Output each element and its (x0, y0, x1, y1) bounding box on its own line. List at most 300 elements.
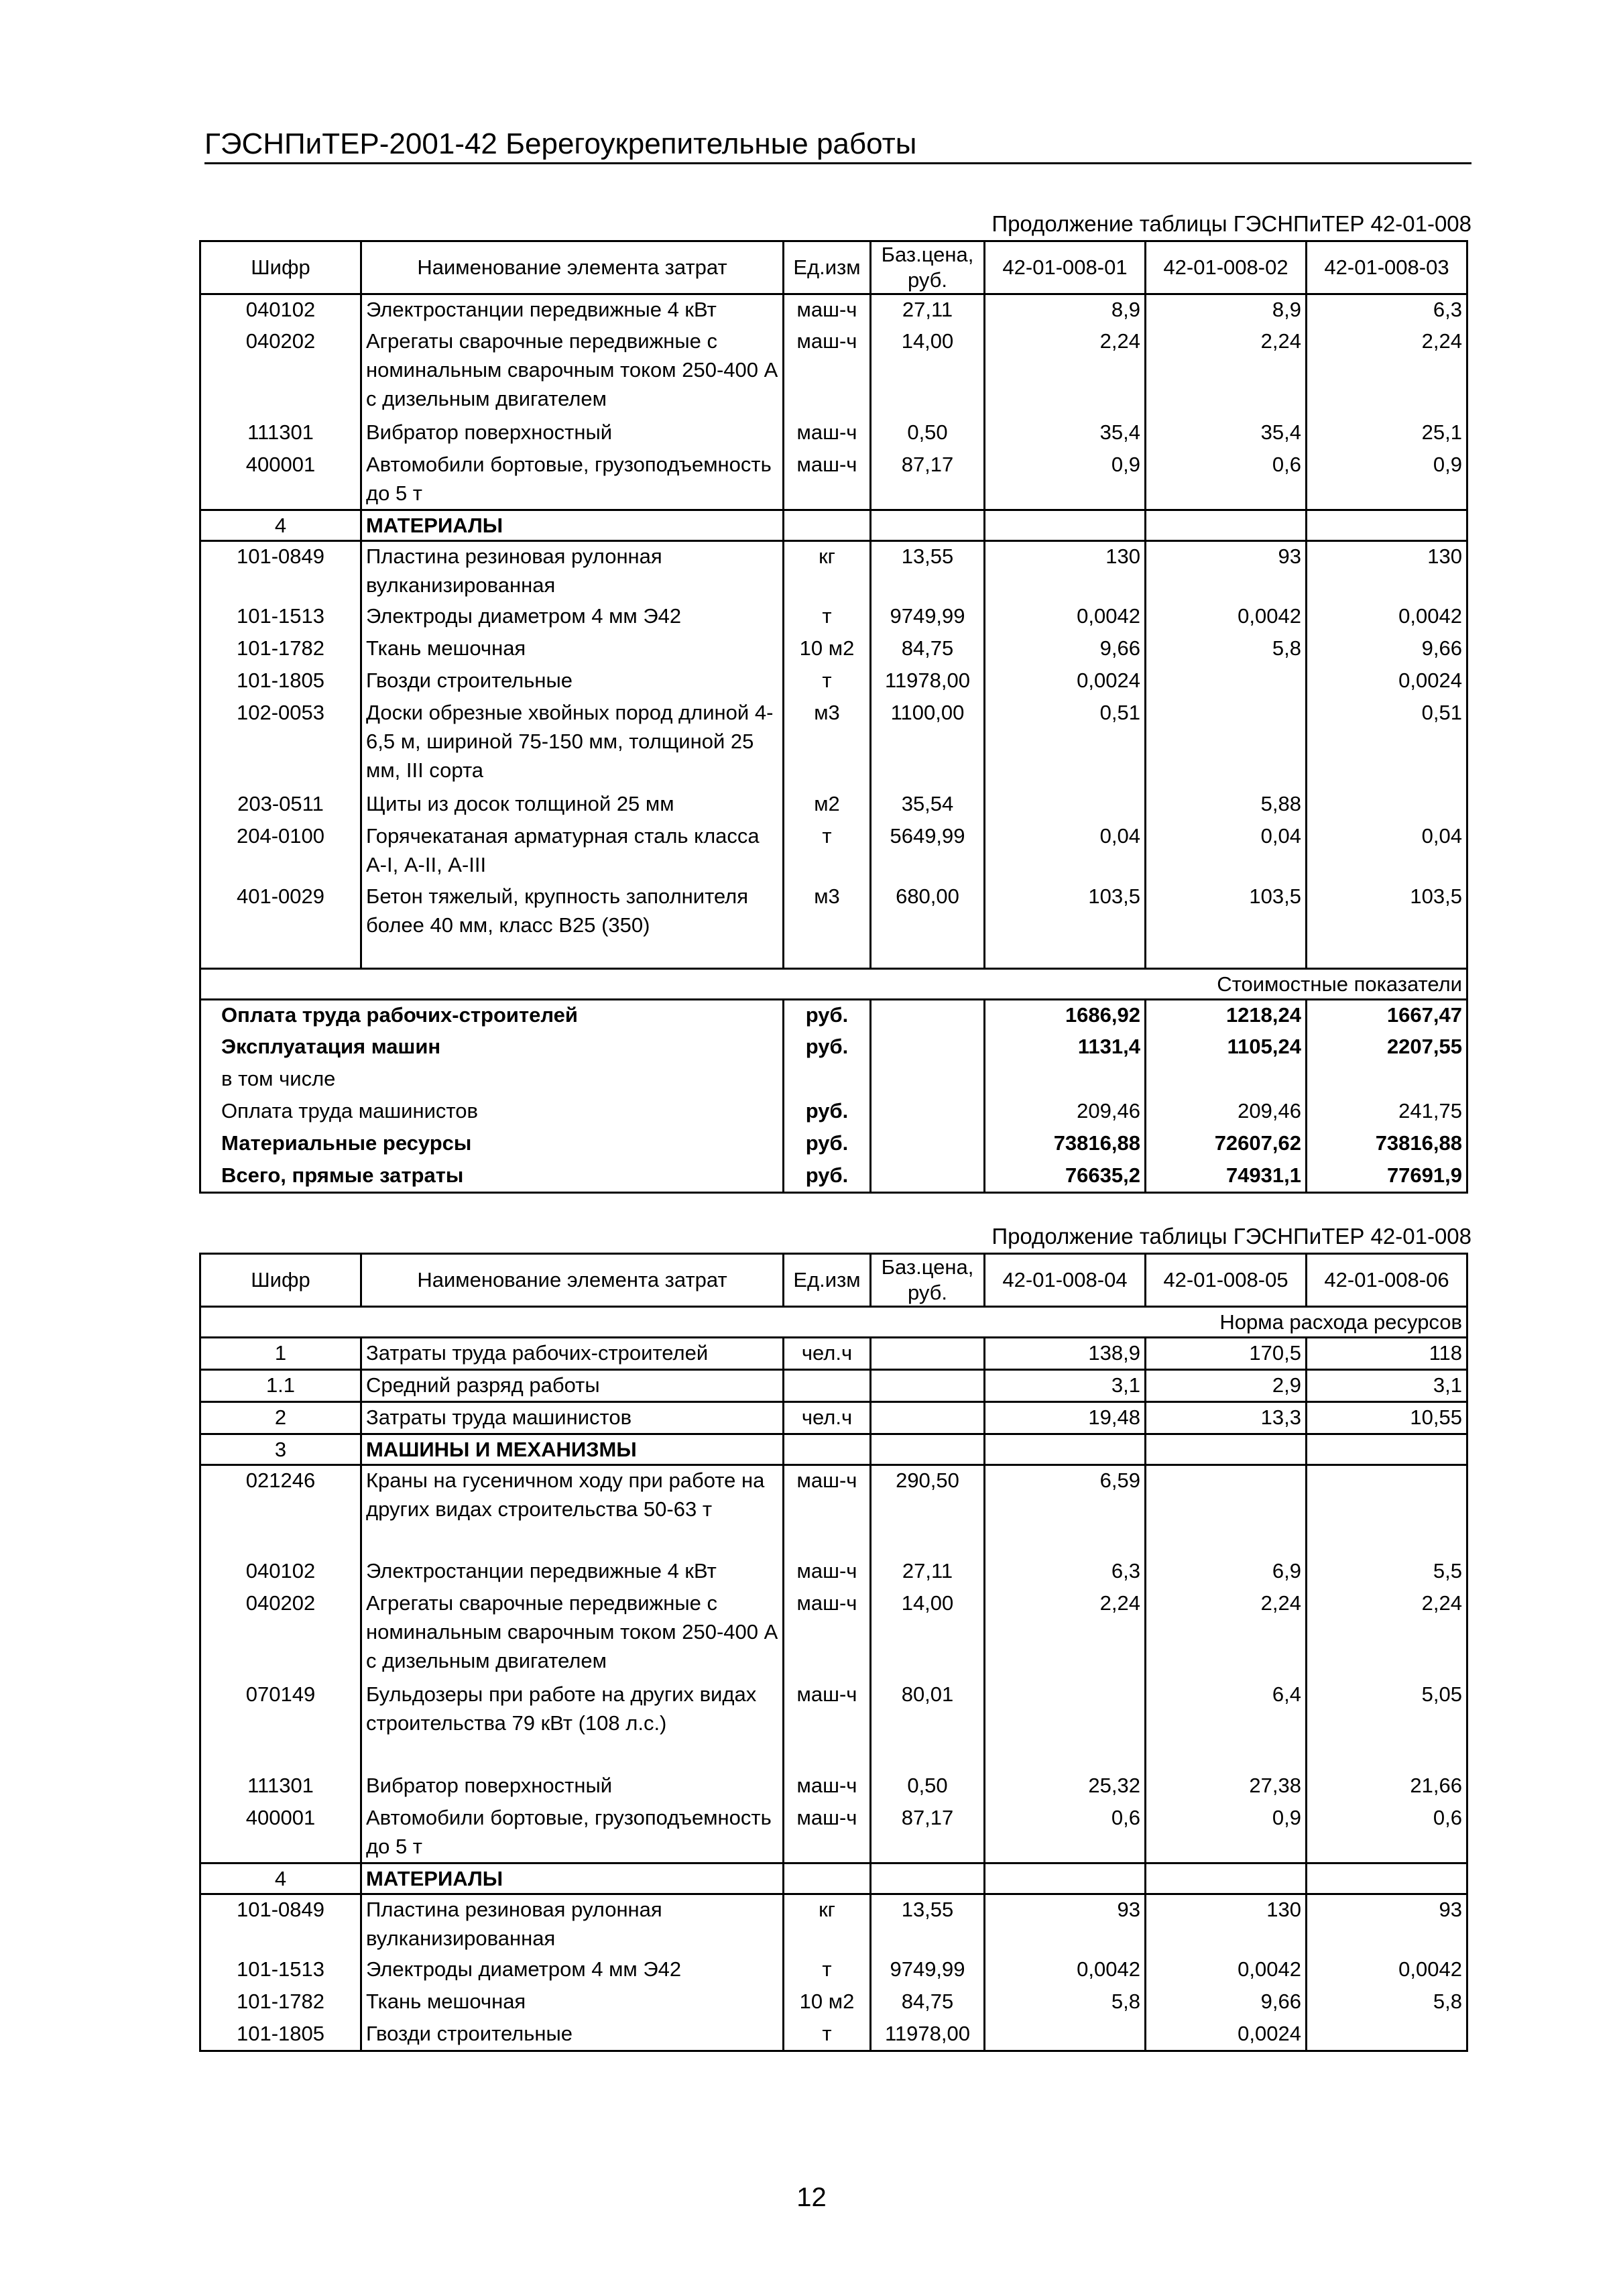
table-row (200, 634, 1467, 666)
row-value-1: 25,32 (985, 1771, 1146, 1803)
row-name: МАТЕРИАЛЫ (361, 1863, 784, 1894)
cost-value-2 (1146, 1064, 1307, 1096)
table-row (200, 666, 1467, 698)
row-code: 101-1513 (200, 601, 361, 634)
row-unit: м3 (784, 882, 871, 942)
row-value-2: 0,6 (1146, 450, 1307, 510)
cost-price-empty (871, 1000, 985, 1032)
cost-value-3: 2207,55 (1307, 1032, 1467, 1064)
cost-value-1: 76635,2 (985, 1161, 1146, 1193)
row-code: 101-1805 (200, 2019, 361, 2051)
table-row (200, 1434, 1467, 1465)
row-price: 1100,00 (871, 698, 985, 789)
row-value-1: 138,9 (985, 1338, 1146, 1370)
row-value-2 (1146, 666, 1307, 698)
row-value-2: 2,24 (1146, 1589, 1307, 1680)
row-code: 400001 (200, 1803, 361, 1863)
row-value-2: 2,9 (1146, 1370, 1307, 1402)
row-unit (784, 510, 871, 541)
row-code: 3 (200, 1434, 361, 1465)
row-name: Доски обрезные хвойных пород длиной 4-6,5 м, шириной 75-150 мм, толщиной 25 мм, III сорта (361, 698, 784, 789)
row-unit: маш-ч (784, 1465, 871, 1556)
row-name: МАТЕРИАЛЫ (361, 510, 784, 541)
cost-unit: руб. (784, 1096, 871, 1129)
row-name: Затраты труда машинистов (361, 1402, 784, 1434)
page-number: 12 (796, 2183, 827, 2212)
table2-caption: Продолжение таблицы ГЭСНПиТЕР 42-01-008 (991, 1224, 1471, 1249)
table-row (200, 1465, 1467, 1556)
row-code: 101-1782 (200, 1987, 361, 2019)
row-unit: т (784, 666, 871, 698)
row-unit: маш-ч (784, 1556, 871, 1589)
cost-unit: руб. (784, 1032, 871, 1064)
spacer-cell (1146, 942, 1307, 969)
row-value-2: 9,66 (1146, 1987, 1307, 2019)
cost-label: Оплата труда рабочих-строителей (200, 1000, 784, 1032)
row-price (871, 1434, 985, 1465)
row-unit: чел.ч (784, 1402, 871, 1434)
row-price: 14,00 (871, 327, 985, 418)
col-v1-header: 42-01-008-01 (985, 241, 1146, 294)
row-unit: кг (784, 1894, 871, 1955)
row-code: 040202 (200, 1589, 361, 1680)
row-code: 4 (200, 1863, 361, 1894)
row-price: 14,00 (871, 1589, 985, 1680)
row-unit (784, 1434, 871, 1465)
row-name: Бульдозеры при работе на других видах строительства 79 кВт (108 л.с.) (361, 1680, 784, 1771)
col-v3-header: 42-01-008-06 (1307, 1254, 1467, 1307)
row-name: Щиты из досок толщиной 25 мм (361, 789, 784, 821)
row-value-1: 0,0024 (985, 666, 1146, 698)
row-code: 111301 (200, 418, 361, 450)
row-code: 204-0100 (200, 821, 361, 882)
row-code: 101-1782 (200, 634, 361, 666)
row-code: 4 (200, 510, 361, 541)
cost-value-2: 74931,1 (1146, 1161, 1307, 1193)
row-name: Затраты труда рабочих-строителей (361, 1338, 784, 1370)
cost-row (200, 1000, 1467, 1032)
col-unit-header: Ед.изм (784, 241, 871, 294)
row-value-2: 130 (1146, 1894, 1307, 1955)
row-value-2: 93 (1146, 541, 1307, 601)
row-code: 040102 (200, 1556, 361, 1589)
row-price: 9749,99 (871, 601, 985, 634)
row-price (871, 1402, 985, 1434)
row-value-2: 6,9 (1146, 1556, 1307, 1589)
table-row (200, 601, 1467, 634)
cost-value-3: 73816,88 (1307, 1129, 1467, 1161)
table-row (200, 1402, 1467, 1434)
table-row (200, 541, 1467, 601)
row-name: Бетон тяжелый, крупность заполнителя более 40 мм, класс В25 (350) (361, 882, 784, 942)
spacer-row (200, 942, 1467, 969)
row-unit: т (784, 2019, 871, 2051)
row-code: 203-0511 (200, 789, 361, 821)
row-unit: маш-ч (784, 1803, 871, 1863)
table-row (200, 327, 1467, 418)
row-price: 84,75 (871, 634, 985, 666)
row-name: Электроды диаметром 4 мм Э42 (361, 601, 784, 634)
cost-label: Всего, прямые затраты (200, 1161, 784, 1193)
row-value-3: 0,6 (1307, 1803, 1467, 1863)
row-value-3: 21,66 (1307, 1771, 1467, 1803)
row-code: 101-0849 (200, 1894, 361, 1955)
row-value-1 (985, 789, 1146, 821)
row-price: 11978,00 (871, 666, 985, 698)
row-value-3: 0,0042 (1307, 601, 1467, 634)
row-value-3 (1307, 510, 1467, 541)
cost-value-3: 77691,9 (1307, 1161, 1467, 1193)
table-row (200, 2019, 1467, 2051)
row-name: Автомобили бортовые, грузоподъемность до 5 т (361, 1803, 784, 1863)
row-price: 680,00 (871, 882, 985, 942)
row-value-2 (1146, 1863, 1307, 1894)
row-value-2 (1146, 1465, 1307, 1556)
row-value-3: 5,8 (1307, 1987, 1467, 2019)
table-row (200, 1955, 1467, 1987)
spacer-cell (871, 942, 985, 969)
row-unit (784, 1370, 871, 1402)
cost-value-3: 1667,47 (1307, 1000, 1467, 1032)
row-name: Электростанции передвижные 4 кВт (361, 294, 784, 327)
row-value-3: 0,0024 (1307, 666, 1467, 698)
cost-price-empty (871, 1096, 985, 1129)
row-name: Автомобили бортовые, грузоподъемность до 5 т (361, 450, 784, 510)
row-value-1 (985, 510, 1146, 541)
table-header-row (200, 1254, 1467, 1307)
cost-value-3 (1307, 1064, 1467, 1096)
table1-caption: Продолжение таблицы ГЭСНПиТЕР 42-01-008 (991, 211, 1471, 236)
row-name: Электростанции передвижные 4 кВт (361, 1556, 784, 1589)
row-code: 1 (200, 1338, 361, 1370)
row-value-2: 103,5 (1146, 882, 1307, 942)
table-row (200, 1803, 1467, 1863)
row-code: 070149 (200, 1680, 361, 1771)
table-row (200, 789, 1467, 821)
row-value-2: 0,0042 (1146, 1955, 1307, 1987)
row-value-1: 0,9 (985, 450, 1146, 510)
cost-price-empty (871, 1032, 985, 1064)
row-value-3 (1307, 1863, 1467, 1894)
col-v1-header: 42-01-008-04 (985, 1254, 1146, 1307)
cost-unit (784, 1064, 871, 1096)
row-value-3: 5,05 (1307, 1680, 1467, 1771)
row-unit: маш-ч (784, 1680, 871, 1771)
row-value-1: 5,8 (985, 1987, 1146, 2019)
row-value-1: 2,24 (985, 1589, 1146, 1680)
row-value-3 (1307, 789, 1467, 821)
row-value-1: 19,48 (985, 1402, 1146, 1434)
table-row (200, 1771, 1467, 1803)
row-name: Гвозди строительные (361, 2019, 784, 2051)
row-code: 401-0029 (200, 882, 361, 942)
row-value-3: 2,24 (1307, 1589, 1467, 1680)
row-name: Агрегаты сварочные передвижные с номинальным сварочным током 250-400 А с дизельным двигателем (361, 327, 784, 418)
table-row (200, 1680, 1467, 1771)
table-row (200, 1589, 1467, 1680)
row-value-3: 93 (1307, 1894, 1467, 1955)
row-value-3 (1307, 1465, 1467, 1556)
row-value-2: 0,0042 (1146, 601, 1307, 634)
row-value-1: 130 (985, 541, 1146, 601)
table-row (200, 1863, 1467, 1894)
row-code: 021246 (200, 1465, 361, 1556)
row-code: 101-1805 (200, 666, 361, 698)
row-value-2: 13,3 (1146, 1402, 1307, 1434)
table-header-row (200, 241, 1467, 294)
row-value-2: 35,4 (1146, 418, 1307, 450)
row-value-3 (1307, 1434, 1467, 1465)
row-name: Средний разряд работы (361, 1370, 784, 1402)
row-price: 84,75 (871, 1987, 985, 2019)
row-value-3: 0,51 (1307, 698, 1467, 789)
cost-row (200, 1096, 1467, 1129)
cost-value-1 (985, 1064, 1146, 1096)
cost-value-1: 1686,92 (985, 1000, 1146, 1032)
row-value-2: 0,0024 (1146, 2019, 1307, 2051)
row-price: 9749,99 (871, 1955, 985, 1987)
row-value-3: 118 (1307, 1338, 1467, 1370)
row-price: 13,55 (871, 541, 985, 601)
row-name: Ткань мешочная (361, 634, 784, 666)
row-value-1 (985, 1863, 1146, 1894)
row-value-1: 0,0042 (985, 601, 1146, 634)
row-name: Электроды диаметром 4 мм Э42 (361, 1955, 784, 1987)
cost-value-1: 1131,4 (985, 1032, 1146, 1064)
row-price: 87,17 (871, 450, 985, 510)
col-name-header: Наименование элемента затрат (361, 1254, 784, 1307)
col-v2-header: 42-01-008-05 (1146, 1254, 1307, 1307)
row-value-3: 2,24 (1307, 327, 1467, 418)
row-name: МАШИНЫ И МЕХАНИЗМЫ (361, 1434, 784, 1465)
cost-label: Материальные ресурсы (200, 1129, 784, 1161)
row-value-3: 130 (1307, 541, 1467, 601)
col-unit-header: Ед.изм (784, 1254, 871, 1307)
table-row (200, 1338, 1467, 1370)
table-row (200, 698, 1467, 789)
row-name: Горячекатаная арматурная сталь класса А-I, А-II, А-III (361, 821, 784, 882)
cost-value-3: 241,75 (1307, 1096, 1467, 1129)
row-value-2: 5,8 (1146, 634, 1307, 666)
row-price (871, 1338, 985, 1370)
cost-label: Оплата труда машинистов (200, 1096, 784, 1129)
cost-row (200, 1064, 1467, 1096)
row-value-3 (1307, 2019, 1467, 2051)
row-price: 5649,99 (871, 821, 985, 882)
table-row (200, 821, 1467, 882)
row-unit: т (784, 821, 871, 882)
table-row (200, 1987, 1467, 2019)
row-unit: 10 м2 (784, 634, 871, 666)
row-value-1: 6,59 (985, 1465, 1146, 1556)
col-name-header: Наименование элемента затрат (361, 241, 784, 294)
cost-row (200, 1032, 1467, 1064)
col-v3-header: 42-01-008-03 (1307, 241, 1467, 294)
row-unit: 10 м2 (784, 1987, 871, 2019)
row-price: 0,50 (871, 418, 985, 450)
row-value-1: 35,4 (985, 418, 1146, 450)
row-value-3: 25,1 (1307, 418, 1467, 450)
row-value-2: 0,9 (1146, 1803, 1307, 1863)
row-unit: т (784, 601, 871, 634)
row-value-1: 103,5 (985, 882, 1146, 942)
row-price: 0,50 (871, 1771, 985, 1803)
row-value-1: 6,3 (985, 1556, 1146, 1589)
cost-price-empty (871, 1161, 985, 1193)
cost-value-2: 209,46 (1146, 1096, 1307, 1129)
row-code: 101-0849 (200, 541, 361, 601)
row-value-1 (985, 1434, 1146, 1465)
table-row (200, 1894, 1467, 1955)
row-value-3: 0,9 (1307, 450, 1467, 510)
norm-spacer (200, 1307, 361, 1338)
col-price-header: Баз.цена, руб. (871, 1254, 985, 1307)
row-value-1: 0,51 (985, 698, 1146, 789)
col-price-header: Баз.цена, руб. (871, 241, 985, 294)
cost-value-2: 1218,24 (1146, 1000, 1307, 1032)
row-value-1: 8,9 (985, 294, 1146, 327)
row-value-1: 3,1 (985, 1370, 1146, 1402)
row-price: 27,11 (871, 1556, 985, 1589)
row-unit: чел.ч (784, 1338, 871, 1370)
table-row (200, 510, 1467, 541)
row-price: 13,55 (871, 1894, 985, 1955)
spacer-cell (1307, 942, 1467, 969)
row-code: 040202 (200, 327, 361, 418)
row-unit: маш-ч (784, 294, 871, 327)
row-unit: маш-ч (784, 1771, 871, 1803)
row-name: Гвозди строительные (361, 666, 784, 698)
cost-price-empty (871, 1129, 985, 1161)
row-price: 11978,00 (871, 2019, 985, 2051)
row-name: Вибратор поверхностный (361, 418, 784, 450)
row-value-3: 3,1 (1307, 1370, 1467, 1402)
row-value-1 (985, 2019, 1146, 2051)
table-row (200, 1370, 1467, 1402)
cost-value-1: 209,46 (985, 1096, 1146, 1129)
row-unit: м2 (784, 789, 871, 821)
row-code: 1.1 (200, 1370, 361, 1402)
cost-value-1: 73816,88 (985, 1129, 1146, 1161)
row-value-2: 27,38 (1146, 1771, 1307, 1803)
row-value-1: 2,24 (985, 327, 1146, 418)
row-price: 290,50 (871, 1465, 985, 1556)
spacer-cell (784, 942, 871, 969)
cost-label: в том числе (200, 1064, 784, 1096)
row-value-2: 5,88 (1146, 789, 1307, 821)
row-unit: кг (784, 541, 871, 601)
norm-section-title: Норма расхода ресурсов (361, 1307, 1467, 1338)
row-value-1: 0,04 (985, 821, 1146, 882)
row-unit: маш-ч (784, 1589, 871, 1680)
cost-unit: руб. (784, 1129, 871, 1161)
row-code: 101-1513 (200, 1955, 361, 1987)
row-value-2 (1146, 510, 1307, 541)
row-value-2: 2,24 (1146, 327, 1307, 418)
row-name: Ткань мешочная (361, 1987, 784, 2019)
table-row (200, 450, 1467, 510)
row-value-2: 6,4 (1146, 1680, 1307, 1771)
row-value-3: 6,3 (1307, 294, 1467, 327)
row-value-3: 10,55 (1307, 1402, 1467, 1434)
cost-row (200, 1161, 1467, 1193)
table-row (200, 1556, 1467, 1589)
row-code: 2 (200, 1402, 361, 1434)
row-price (871, 1863, 985, 1894)
row-code: 400001 (200, 450, 361, 510)
row-unit: маш-ч (784, 327, 871, 418)
row-name: Агрегаты сварочные передвижные с номинальным сварочным током 250-400 А с дизельным двигателем (361, 1589, 784, 1680)
col-v2-header: 42-01-008-02 (1146, 241, 1307, 294)
row-name: Пластина резиновая рулонная вулканизированная (361, 1894, 784, 1955)
col-code-header: Шифр (200, 1254, 361, 1307)
row-value-3: 0,04 (1307, 821, 1467, 882)
row-price: 35,54 (871, 789, 985, 821)
spacer-cell (200, 942, 361, 969)
row-name: Вибратор поверхностный (361, 1771, 784, 1803)
row-code: 111301 (200, 1771, 361, 1803)
row-unit: м3 (784, 698, 871, 789)
row-price: 27,11 (871, 294, 985, 327)
cost-unit: руб. (784, 1161, 871, 1193)
cost-value-2: 72607,62 (1146, 1129, 1307, 1161)
row-price: 87,17 (871, 1803, 985, 1863)
row-value-2: 8,9 (1146, 294, 1307, 327)
row-value-1: 0,0042 (985, 1955, 1146, 1987)
row-name: Краны на гусеничном ходу при работе на других видах строительства 50-63 т (361, 1465, 784, 1556)
spacer-cell (985, 942, 1146, 969)
row-unit: маш-ч (784, 418, 871, 450)
cost-value-2: 1105,24 (1146, 1032, 1307, 1064)
col-code-header: Шифр (200, 241, 361, 294)
table-row (200, 882, 1467, 942)
row-value-2: 170,5 (1146, 1338, 1307, 1370)
row-code: 040102 (200, 294, 361, 327)
row-code: 102-0053 (200, 698, 361, 789)
cost-unit: руб. (784, 1000, 871, 1032)
row-value-1 (985, 1680, 1146, 1771)
row-value-3: 5,5 (1307, 1556, 1467, 1589)
row-price (871, 1370, 985, 1402)
cost-row (200, 1129, 1467, 1161)
row-value-3: 9,66 (1307, 634, 1467, 666)
table-row (200, 418, 1467, 450)
row-value-3: 0,0042 (1307, 1955, 1467, 1987)
row-price: 80,01 (871, 1680, 985, 1771)
row-value-1: 9,66 (985, 634, 1146, 666)
table-row (200, 294, 1467, 327)
row-name: Пластина резиновая рулонная вулканизированная (361, 541, 784, 601)
norms-table-1 (199, 240, 1468, 1194)
page-header: ГЭСНПиТЕР-2001-42 Берегоукрепительные работы (204, 126, 1471, 164)
row-value-2 (1146, 1434, 1307, 1465)
row-value-2 (1146, 698, 1307, 789)
row-value-1: 93 (985, 1894, 1146, 1955)
cost-label: Эксплуатация машин (200, 1032, 784, 1064)
norms-table-2 (199, 1253, 1468, 2052)
row-value-1: 0,6 (985, 1803, 1146, 1863)
row-unit: т (784, 1955, 871, 1987)
cost-price-empty (871, 1064, 985, 1096)
row-unit (784, 1863, 871, 1894)
row-unit: маш-ч (784, 450, 871, 510)
spacer-cell (361, 942, 784, 969)
row-value-2: 0,04 (1146, 821, 1307, 882)
row-value-3: 103,5 (1307, 882, 1467, 942)
cost-section-title: Стоимостные показатели (361, 969, 1467, 1000)
cost-spacer (200, 969, 361, 1000)
row-price (871, 510, 985, 541)
